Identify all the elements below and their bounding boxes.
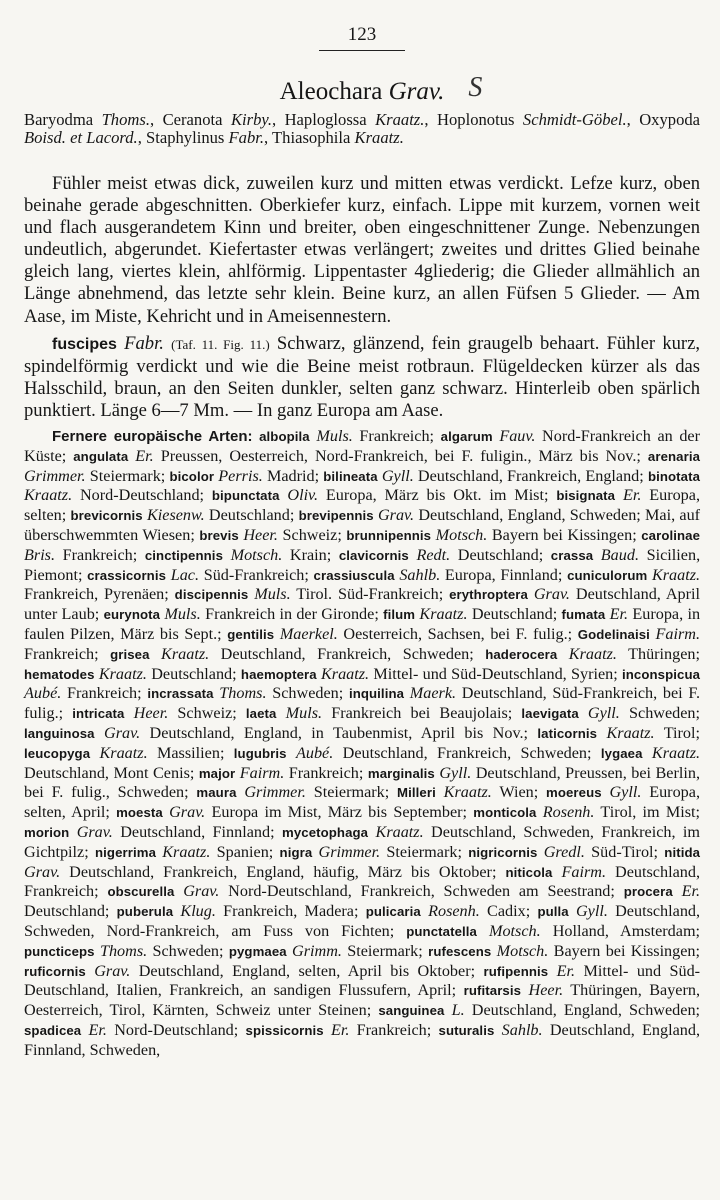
species-name: major (198, 765, 236, 781)
species-locality: Schweiz (177, 704, 233, 723)
species-name: rufescens (428, 943, 492, 959)
species-locality: Deutschland, Frankreich, England, häufig, März bis Oktober (69, 862, 492, 881)
species-author: Kraatz. (99, 743, 148, 762)
species-locality: Europa, Finnland (444, 565, 558, 584)
species-name: obscurella (107, 884, 175, 900)
species-name: moereus (546, 785, 602, 801)
species-name: brevis (199, 528, 239, 544)
species-name: carolinae (641, 528, 701, 544)
synonym-author: Fabr. (228, 128, 265, 147)
species-locality: Frankreich bei Beaujolais (331, 704, 508, 723)
species-author: Kraatz. (651, 743, 701, 762)
species-author: Er. (556, 961, 576, 980)
species-name: spissicornis (245, 1022, 324, 1038)
species-author: Kraatz. (162, 842, 211, 861)
species-author: Grav. (94, 961, 131, 980)
species-author: Kraatz. (375, 822, 424, 841)
species-name: bipunctata (211, 488, 280, 504)
species-name: crassicornis (87, 567, 167, 583)
species-name: incrassata (147, 686, 214, 702)
species-locality: Deutschland, Schweden, Frankreich, im Gichtpilz (24, 822, 700, 861)
species-author: Grav. (377, 506, 415, 525)
species-author: Gyll. (609, 783, 642, 802)
species-locality: Mittel- und Süd-Deutschland, Syrien (373, 664, 614, 683)
species-locality: Europa, selten (24, 486, 701, 525)
species-author: Aubé. (24, 684, 62, 703)
genus-heading (24, 72, 700, 107)
species-author: Grimmer. (24, 466, 86, 485)
species-author: Grimmer. (318, 842, 381, 861)
synonym-author: Kraatz. (354, 128, 404, 147)
species-locality: Deutschland, Frankreich, England (417, 466, 640, 485)
synonym-name: Baryodma (24, 110, 94, 129)
genus-name: Aleochara (279, 78, 383, 105)
synonym-name: Staphylinus (146, 128, 225, 147)
species-locality: Europa im Mist, März bis September (211, 803, 463, 822)
figure-reference: (Taf. 11. Fig. 11.) (171, 336, 270, 352)
species-name: bicolor (169, 468, 215, 484)
species-locality: Frankreich (359, 427, 430, 446)
species-locality: Nord-Deutschland, Frankreich, Schweden am Seestrand (228, 882, 611, 901)
type-species-author: Fabr. (124, 332, 164, 354)
species-locality: Süd-Tirol (591, 842, 654, 861)
species-author: Rosenh. (428, 902, 480, 921)
species-author: Aubé. (295, 743, 334, 762)
species-locality: Deutschland (24, 902, 105, 921)
species-name: nitida (664, 844, 701, 860)
species-name: haemoptera (240, 666, 317, 682)
species-name: inconspicua (622, 666, 701, 682)
species-author: Motsch. (230, 545, 283, 564)
species-locality: Frankreich (356, 1020, 427, 1039)
species-name: morion (24, 824, 70, 840)
species-author: Baud. (600, 545, 640, 564)
species-name: sanguinea (378, 1003, 445, 1019)
species-author: Fairm. (239, 763, 285, 782)
species-name: intricata (72, 706, 125, 722)
other-species-heading: Fernere europäische Arten: (52, 428, 253, 446)
species-name: nigerrima (95, 844, 156, 860)
species-locality: Schweden (629, 704, 696, 723)
species-name: laevigata (521, 706, 579, 722)
species-locality: Steiermark (89, 466, 161, 485)
synonym-list: Baryodma Thoms., Ceranota Kirby., Haploglossa Kraatz., Hoplonotus Schmidt-Göbel., Oxypoda Boisd. et Lacord., Staphylinus Fabr., Thiasophila Kraatz. (24, 110, 701, 147)
species-name: discipennis (174, 587, 249, 603)
synonym-author: Kirby. (230, 110, 272, 129)
species-locality: Frankreich (67, 684, 138, 703)
species-locality: Tirol. Süd-Frankreich (296, 585, 439, 604)
species-author: Oliv. (287, 486, 319, 505)
header-rule (319, 50, 405, 51)
species-name: brunnipennis (346, 528, 432, 544)
species-locality: Deutschland, Mont Cenis (24, 763, 190, 782)
species-name: angulata (73, 448, 129, 464)
type-species-entry (24, 333, 700, 422)
species-name: laeta (245, 706, 277, 722)
species-name: puncticeps (24, 943, 95, 959)
species-locality: Deutschland (208, 506, 290, 525)
page-number: 123 (347, 24, 377, 45)
species-locality: Deutschland, Preussen, bei Berlin, bei F. fulig., Schweden (24, 763, 701, 802)
species-author: Kraatz. (443, 783, 492, 802)
species-name: filum (383, 607, 416, 623)
species-name: languinosa (24, 725, 95, 741)
species-locality: Massilien (156, 743, 220, 762)
species-author: Sahlb. (501, 1020, 543, 1039)
species-author: Grav. (533, 585, 570, 604)
species-author: Fauv. (499, 427, 536, 446)
species-locality: Steiermark (386, 842, 458, 861)
species-author: Kraatz. (568, 644, 617, 663)
species-locality: Deutschland, England, Schweden; Mai, auf überschwemmten Wiesen (24, 506, 701, 545)
species-locality: Deutschland (457, 545, 539, 564)
species-locality: Wien (499, 783, 534, 802)
species-name: lugubris (233, 745, 287, 761)
species-name: bisignata (556, 488, 616, 504)
description-text: Fühler meist etwas dick, zuweilen kurz und mitten etwas verdickt. Lefze kurz, oben beinahe gerade abgeschnitten. Oberkiefer kurz, einfach. Lippe mit kurzem, vornen weit und flach ausgerandetem Kinn und breiter, oben eingeschnittener Zunge. Nebenzungen undeutlich, abgerundet. Kiefertaster etwas verlängert; zweites und drittes Glied beinahe gleich lang, viertes klein, ahlförmig. Lippentaster 4gliederig; die Glieder allmählich an Länge abnehmend, das letzte sehr klein. Beine kurz, an allen Füfsen 5 Glieder. — Am Aase, im Miste, Kehricht und in Ameisennestern. (24, 173, 700, 327)
species-name: niticola (505, 864, 553, 880)
species-author: Sahlb. (399, 565, 441, 584)
species-locality: Mittel- und Süd-Deutschland, Italien, Frankreich, an sandigen Flussufern, April (24, 961, 701, 1000)
species-locality: Cadix (487, 902, 526, 921)
species-author: Bris. (24, 545, 56, 564)
species-name: suturalis (438, 1022, 495, 1038)
species-locality: Madrid (266, 466, 315, 485)
species-author: Grav. (104, 723, 141, 742)
species-locality: Frankreich, Pyrenäen (24, 585, 165, 604)
species-name: hematodes (24, 666, 95, 682)
species-name: albopila (259, 429, 310, 445)
species-locality: Nord-Deutschland (79, 486, 200, 505)
synonym-author: Schmidt-Göbel. (522, 110, 627, 129)
species-name: nigra (279, 844, 313, 860)
species-author: Motsch. (488, 921, 541, 940)
species-name: rufipennis (483, 963, 549, 979)
species-name: grisea (110, 646, 150, 662)
species-author: Gyll. (381, 466, 414, 485)
species-locality: Spanien (216, 842, 269, 861)
species-author: Er. (88, 1020, 107, 1039)
species-author: Heer. (243, 526, 278, 545)
species-locality: Deutschland, England, selten, April bis Oktober (138, 961, 471, 980)
species-name: crassiuscula (313, 567, 395, 583)
type-species-name: fuscipes (52, 335, 117, 353)
species-name: punctatella (406, 923, 477, 939)
synonym-author: Thoms. (101, 110, 150, 129)
species-author: Grimmer. (244, 783, 306, 802)
species-name: clavicornis (338, 547, 409, 563)
species-locality: Tirol (663, 723, 696, 742)
species-author: Muls. (285, 704, 323, 723)
species-name: cuniculorum (567, 567, 648, 583)
species-locality: Oesterreich, Sachsen, bei F. fulig. (343, 625, 568, 643)
species-locality: Europa, März bis Okt. im Mist (325, 486, 544, 505)
species-author: Kraatz. (320, 664, 370, 683)
species-author: Gyll. (439, 763, 472, 782)
species-author: Fairm. (655, 625, 701, 643)
species-name: crassa (550, 547, 594, 563)
species-author: Muls. (164, 605, 201, 624)
species-locality: Thüringen, Bayern, Oesterreich, Tirol, Kärnten, Schweiz unter Steinen (24, 981, 701, 1020)
species-author: Gyll. (575, 902, 608, 921)
species-locality: Deutschland, Süd-Frankreich, bei F. fulig. (24, 684, 701, 723)
species-name: bilineata (323, 468, 378, 484)
species-locality: Deutschland, Frankreich, Schweden (220, 644, 470, 663)
species-author: Er. (135, 446, 154, 465)
species-author: Grav. (24, 862, 61, 881)
species-author: Heer. (133, 704, 169, 723)
synonym-name: Thiasophila (272, 128, 351, 147)
synonym-name: Haploglossa (284, 110, 367, 129)
species-locality: Deutschland, April unter Laub (24, 585, 700, 624)
species-locality: Frankreich, Madera (223, 902, 354, 921)
species-name: binotata (647, 468, 701, 484)
species-author: Rosenh. (542, 803, 595, 822)
species-locality: Frankreich in der Gironde (205, 605, 375, 624)
species-author: Maerk. (409, 684, 457, 703)
species-locality: Deutschland, Frankreich (24, 862, 700, 901)
species-locality: Schweden (152, 941, 220, 960)
species-name: pulicaria (365, 904, 421, 920)
species-author: Kraatz. (606, 723, 655, 742)
species-author: Motsch. (496, 941, 549, 960)
species-author: Maerkel. (279, 625, 338, 643)
species-name: mycetophaga (282, 824, 369, 840)
species-name: spadicea (24, 1022, 82, 1038)
species-name: inquilina (348, 686, 405, 702)
species-locality: Thüringen (628, 644, 696, 663)
species-locality: Holland, Amsterdam (552, 921, 696, 940)
species-name: pulla (537, 904, 569, 920)
species-name: brevicornis (70, 508, 143, 524)
species-name: puberula (116, 904, 174, 920)
species-locality: Frankreich (62, 545, 133, 564)
species-locality: Deutschland, England, in Taubenmist, April bis Nov. (149, 723, 524, 742)
species-author: Kraatz. (98, 664, 147, 683)
species-name: marginalis (367, 765, 435, 781)
species-locality: Nord-Frankreich an der Küste (24, 427, 701, 465)
species-locality: Deutschland, Frankreich, Schweden (342, 743, 588, 762)
species-locality: Steiermark (347, 941, 419, 960)
species-name: moesta (116, 805, 163, 821)
species-author: Er. (681, 882, 701, 901)
species-name: Godelinaisi (577, 627, 650, 642)
synonym-author: Kraatz. (375, 110, 425, 129)
species-locality: Deutschland (151, 664, 233, 683)
species-name: leucopyga (24, 745, 91, 761)
species-author: Redt. (416, 545, 451, 564)
species-locality: Europa, in faulen Pilzen, März bis Sept. (24, 605, 701, 643)
species-author: Fairm. (561, 862, 606, 881)
species-author: Perris. (218, 466, 263, 485)
species-author: Er. (609, 605, 629, 624)
species-name: procera (623, 884, 673, 900)
species-author: Grav. (76, 822, 113, 841)
genus-author: Grav. (388, 78, 445, 105)
species-author: Muls. (316, 427, 353, 446)
species-author: Lac. (170, 565, 200, 584)
species-author: Kraatz. (651, 565, 701, 584)
species-locality: Süd-Frankreich (203, 565, 305, 584)
species-locality: Deutschland, Schweden, Nord-Frankreich, am Fuss von Fichten (24, 902, 701, 940)
species-name: rufitarsis (463, 983, 522, 999)
species-author: Grav. (183, 882, 220, 901)
species-locality: Nord-Deutschland (114, 1020, 234, 1039)
species-name: erythroptera (449, 587, 528, 603)
species-name: cinctipennis (144, 547, 224, 563)
species-name: maura (196, 785, 237, 801)
species-author: Klug. (180, 902, 216, 921)
species-author: Thoms. (99, 941, 148, 960)
species-locality: Steiermark (313, 783, 385, 802)
species-name: laticornis (537, 725, 598, 741)
species-name: algarum (440, 429, 493, 445)
species-locality: Krain (289, 545, 327, 564)
species-locality: Deutschland, England, Schweden (471, 1001, 696, 1020)
synonym-name: Hoplonotus (437, 110, 515, 129)
species-locality: Bayern bei Kissingen (491, 526, 633, 545)
species-name: Milleri (397, 785, 436, 801)
species-locality: Deutschland, Finnland (120, 822, 271, 841)
synonym-name: Ceranota (162, 110, 223, 129)
species-author: Kraatz. (24, 486, 73, 505)
species-author: Thoms. (219, 684, 267, 703)
species-locality: Tirol, im Mist (600, 803, 696, 822)
species-author: Er. (330, 1020, 350, 1039)
species-locality: Frankreich (288, 763, 359, 782)
species-author: Grav. (169, 803, 206, 822)
species-name: fumata (561, 607, 606, 623)
species-name: pygmaea (228, 943, 287, 959)
species-author: Kiesenw. (146, 506, 205, 525)
species-locality: Sicilien, Piemont (24, 545, 701, 584)
species-author: Muls. (254, 585, 291, 604)
species-name: brevipennis (298, 508, 374, 524)
species-author: Kraatz. (161, 644, 210, 663)
genus-description (24, 173, 700, 328)
species-name: eurynota (103, 607, 161, 623)
handwritten-mark: S (468, 72, 483, 103)
species-locality: Deutschland, England, Finnland, Schweden, (24, 1020, 701, 1059)
species-name: lygaea (600, 745, 643, 761)
species-name: arenaria (647, 448, 701, 464)
species-author: Gredl. (543, 842, 585, 861)
species-author: Gyll. (587, 704, 620, 723)
species-name: nigricornis (468, 844, 538, 860)
species-locality: Preussen, Oesterreich, Nord-Frankreich, bei F. fuligin., März bis Nov. (160, 446, 637, 465)
species-locality: Deutschland (471, 605, 553, 624)
species-locality: Frankreich (24, 644, 95, 663)
species-author: Er. (622, 486, 642, 505)
species-author: Kraatz. (419, 605, 468, 624)
species-name: ruficornis (24, 963, 86, 979)
species-author: Motsch. (435, 526, 488, 545)
other-species-paragraph: Fernere europäische Arten: albopila Muls. Frankreich; algarum Fauv. Nord-Frankreich an der Küste; angulata Er. Preussen, Oesterreich, Nord-Frankreich, bei F. fuligin., März bis Nov.; arenaria Grimmer. Steiermark; bicolor Perris. Madrid; bilineata Gyll. Deutschland, Frankreich, England; binotata Kraatz. Nord-Deutschland; bipunctata Oliv. Europa, März bis Okt. im Mist; bisignata Er. Europa, selten; brevicornis Kiesenw. Deutschland; brevipennis Grav. Deutschland, England, Schweden; Mai, auf überschwemmten Wiesen; brevis Heer. Schweiz; brunnipennis Motsch. Bayern bei Kissingen; carolinae Bris. Frankreich; cinctipennis Motsch. Krain; clavicornis Redt. Deutschland; crassa Baud. Sicilien, Piemont; crassicornis Lac. Süd-Frankreich; crassiuscula Sahlb. Europa, Finnland; cuniculorum Kraatz. Frankreich, Pyrenäen; discipennis Muls. Tirol. Süd-Frankreich; erythroptera Grav. Deutschland, April unter Laub; eurynota Muls. Frankreich in der Gironde; filum Kraatz. Deutschland; fumata Er. Europa, in faulen Pilzen, März bis Sept.; gentilis Maerkel. Oesterreich, Sachsen, bei F. fulig.; Godelinaisi Fairm. Frankreich; grisea Kraatz. Deutschland, Frankreich, Schweden; haderocera Kraatz. Thüringen; hematodes Kraatz. Deutschland; haemoptera Kraatz. Mittel- und Süd-Deutschland, Syrien; inconspicua Aubé. Frankreich; incrassata Thoms. Schweden; inquilina Maerk. Deutschland, Süd-Frankreich, bei F. fulig.; intricata Heer. Schweiz; laeta Muls. Frankreich bei Beaujolais; laevigata Gyll. Schweden; languinosa Grav. Deutschland, England, in Taubenmist, April bis Nov.; laticornis Kraatz. Tirol; leucopyga Kraatz. Massilien; lugubris Aubé. Deutschland, Frankreich, Schweden; lygaea Kraatz. Deutschland, Mont Cenis; major Fairm. Frankreich; marginalis Gyll. Deutschland, Preussen, bei Berlin, bei F. fulig., Schweden; maura Grimmer. Steiermark; Milleri Kraatz. Wien; moereus Gyll. Europa, selten, April; moesta Grav. Europa im Mist, März bis September; monticola Rosenh. Tirol, im Mist; morion Grav. Deutschland, Finnland; mycetophaga Kraatz. Deutschland, Schweden, Frankreich, im Gichtpilz; nigerrima Kraatz. Spanien; nigra Grimmer. Steiermark; nigricornis Gredl. Süd-Tirol; nitida Grav. Deutschland, Frankreich, England, häufig, März bis Oktober; niticola Fairm. Deutschland, Frankreich; obscurella Grav. Nord-Deutschland, Frankreich, Schweden am Seestrand; procera Er. Deutschland; puberula Klug. Frankreich, Madera; pulicaria Rosenh. Cadix; pulla Gyll. Deutschland, Schweden, Nord-Frankreich, am Fuss von Fichten; punctatella Motsch. Holland, Amsterdam; puncticeps Thoms. Schweden; pygmaea Grimm. Steiermark; rufescens Motsch. Bayern bei Kissingen; ruficornis Grav. Deutschland, England, selten, April bis Oktober; rufipennis Er. Mittel- und Süd-Deutschland, Italien, Frankreich, an sandigen Flussufern, April; rufitarsis Heer. Thüringen, Bayern, Oesterreich, Tirol, Kärnten, Schweiz unter Steinen; sanguinea L. Deutschland, England, Schweden; spadicea Er. Nord-Deutschland; spissicornis Er. Frankreich; suturalis Sahlb. Deutschland, England, Finnland, Schweden, (24, 427, 701, 1059)
species-name: haderocera (485, 646, 558, 662)
species-author: Grimm. (292, 941, 342, 960)
type-species-text: Schwarz, glänzend, fein graugelb behaart. Fühler kurz, spindelförmig verdickt und wie die Beine meist rotbraun. Flügeldecken kürzer als das Halsschild, braun, an den Seiten dunkler, selten ganz schwarz. Hinterleib oben spärlich punktiert. Länge 6—7 Mm. — In ganz Europa am Aase. (24, 332, 701, 421)
species-locality: Europa, selten, April (24, 783, 700, 822)
species-locality: Schweiz (282, 526, 338, 545)
species-name: monticola (473, 805, 537, 821)
species-locality: Bayern bei Kissingen (553, 941, 696, 960)
synonym-name: Oxypoda (639, 110, 701, 129)
species-name: gentilis (227, 627, 275, 642)
synonym-author: Boisd. et Lacord. (24, 128, 138, 147)
species-author: L. (451, 1001, 465, 1020)
species-locality: Schweden (272, 684, 339, 703)
species-author: Heer. (528, 981, 564, 1000)
